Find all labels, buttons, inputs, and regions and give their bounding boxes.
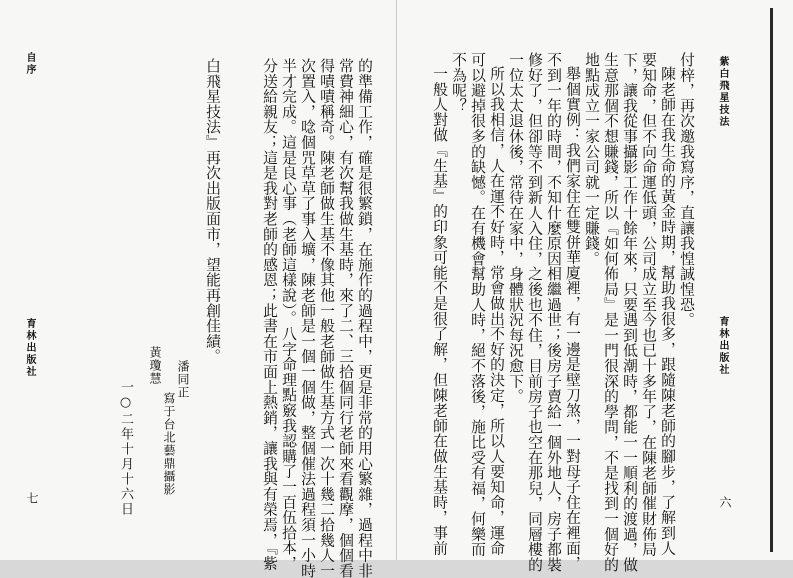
left-publisher: 育林出版社 <box>24 318 35 378</box>
left-column-2: 常費神細心，有次幫我做生基時，來了二、三拾個同行老師來看觀摩，個個看 <box>337 58 354 578</box>
left-column-5: 半才完成。這是良心事（老師這樣說）。八字命理點竅我認購了一百伍拾本， <box>280 58 297 571</box>
right-column-6: 地點成立一家公司就一定賺錢。 <box>583 52 600 267</box>
right-column-3: 要知命，但不向命運低頭，公司成立至今也已十多年了，在陳老師催財佈局 <box>640 52 657 557</box>
left-column-4: 次置入，唸個咒草草了事入壙，陳老師是一個一個做，整個催法過程須一小時 <box>299 58 316 578</box>
right-column-2: 陳老師在我生命的黃金時期，幫助我很多，跟隨陳老師的腳步，了解到人 <box>659 66 676 556</box>
signature-date: 一○二年十月十六日 <box>118 380 133 517</box>
left-page-number: 七 <box>25 492 39 505</box>
right-column-12: 可以避掉很多的缺憾。在有機會幫助人時，絕不落後，施比受有福，何樂而 <box>469 52 486 557</box>
right-column-9: 修好了，但卻等不到新人入住，之後也不住，目前房子也空在那兒，同層樓的 <box>526 52 543 573</box>
left-column-3: 得嘖嘖稱奇。陳老師做生基不像其他一般老師做生基方式一次十幾二拾幾人一 <box>318 58 335 578</box>
right-column-7: 舉個實例：我們家住在雙併華廈裡，有一邊是壁刀煞，一對母子住在裡面， <box>564 66 581 571</box>
right-column-10: 一位太太退休後，常待在家中，身體狀況每況愈下。 <box>507 52 524 404</box>
right-header-title: 紫白飛星技法 <box>717 56 728 128</box>
right-column-4: 下，讓我從事攝影工作十餘年來，只要遇到低潮時，都能一一順利的渡過，做 <box>621 52 638 573</box>
right-page-number: 六 <box>718 496 732 509</box>
right-column-1: 付梓，再次邀我寫序，直讓我惶誠惶恐。 <box>678 52 695 328</box>
right-page <box>397 0 770 573</box>
left-column-1: 的準備工作，確是很繁鎖，在施作的過程中，更是非常的用心繁雜，過程中非 <box>356 58 373 578</box>
signature-name-2: 黃瓊慧 <box>148 346 162 385</box>
right-column-13: 不為呢？ <box>450 52 467 114</box>
signature-affiliation: 寫于台北藝鼎攝影 <box>162 392 176 496</box>
right-column-8: 不到一年的時間，不知什麼原因相繼過世；後房子賣給一個外地人，房子都裝 <box>545 52 562 573</box>
right-publisher: 育林出版社 <box>717 316 728 376</box>
right-column-11: 所以我相信，人在運不好時，常會做出不好的決定，所以人要知命，運命 <box>488 66 505 556</box>
left-column-6: 分送給親友；這是我對老師的感恩；此書在市面上熱銷，讓我與有榮焉，『紫 <box>261 58 278 571</box>
left-header-title: 自序 <box>24 52 35 76</box>
right-column-5: 生意那個不想賺錢，所以『如何佈局』是一門很深的學問，不是找到一個好的 <box>602 52 619 573</box>
signature-name-1: 潘同正 <box>176 360 190 399</box>
scan-edge-shadow <box>770 8 773 552</box>
right-column-14: 一般人對做『生基』的印象可能不是很了解，但陳老師在做生基時，事前 <box>431 66 448 556</box>
left-column-7: 白飛星技法』再次出版面市，望能再創佳績。 <box>204 58 221 364</box>
left-page <box>0 0 396 578</box>
